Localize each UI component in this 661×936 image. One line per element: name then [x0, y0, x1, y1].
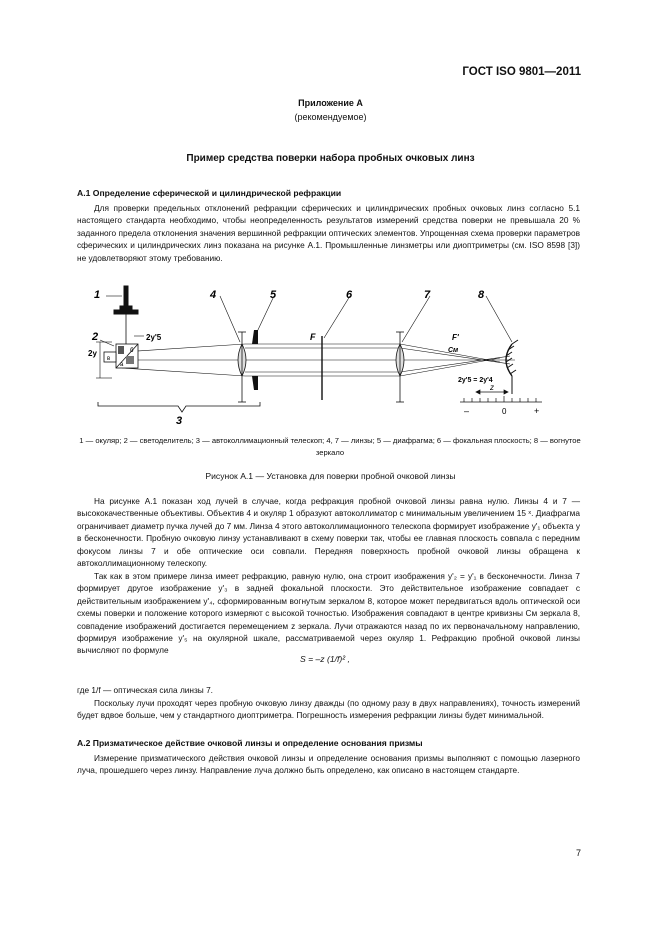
- section-a2-paragraph: Измерение призматического действия очковой линзы и определение основания призмы выполняют с помощью лазерного луча, прошедшего через линзу. Направление луча должно быть определено, как описано в настоящем стандарте.: [77, 753, 580, 776]
- mirror-position-scale: [460, 390, 542, 402]
- label-2y5: 2y'5: [146, 333, 162, 342]
- label-1: 1: [94, 289, 101, 301]
- label-b: б: [130, 348, 134, 354]
- label-a: a: [120, 362, 124, 368]
- label-F: F: [310, 332, 316, 342]
- annex-title: Приложение А: [298, 98, 363, 108]
- body-paragraph-5: Поскольку лучи проходят через пробную очковую линзу дважды (по одному разу в двух направлениях), точность измерений будет вдвое больше, чем у стандартного диоптриметра. Погрешность измерения рефракции линзы будет минимальной.: [77, 698, 580, 721]
- body-paragraph-4: где 1/f — оптическая сила линзы 7.: [77, 685, 213, 695]
- label-Fprime: F': [452, 333, 459, 342]
- lens-4: [238, 332, 246, 402]
- main-title: Пример средства поверки набора пробных очковых линз: [186, 153, 475, 164]
- section-a1-heading: А.1 Определение сферической и цилиндрической рефракции: [77, 188, 342, 198]
- label-8: 8: [478, 289, 485, 301]
- page-number: 7: [575, 848, 581, 858]
- label-6: 6: [346, 289, 353, 301]
- body-paragraph-2: На рисунке А.1 показан ход лучей в случае, когда рефракция пробной очковой линзы равна нулю. Линзы 4 и 7 — высококачественные объективы. Объектив 4 и окуляр 1 образуют автоколлиматор с минимальным увеличением 15 ˣ. Диафрагма ограничивает диаметр пучка лучей до 7 мм. Линза 4 этого автоколлимационного телескопа формирует изображение y'₁ объекта y в бесконечности. Пробную очковую линзу устанавливают в схему поверки так, чтобы ее главная плоскость совпала с передним фокусом линзы 7 и обе оптические оси совпали. Передняя поверхность пробной очковой линзы обращена к автоколлимационному телескопу.: [77, 496, 580, 569]
- section-a1-paragraph: Для проверки предельных отклонений рефракции сферических и цилиндрических пробных очковых линз согласно 5.1 настоящего стандарта необходимо, чтобы неопределенность результатов измерений средства поверки не превышала 20 % заданного предела отклонения значения вершинной рефракции оптических элементов. Упрощенная схема проверки параметров сферических и цилиндрических линз показана на рисунке А.1. Промышленные линзметры или диоптриметры (см. ISO 8598 [3]) не удовлетворяют этому требованию.: [77, 203, 580, 263]
- label-equation: 2y'5 = 2y'4: [458, 377, 493, 384]
- label-7: 7: [424, 289, 431, 301]
- lens-7: [396, 332, 404, 402]
- label-Cm: Cм: [448, 347, 459, 354]
- figure-a1-diagram: [60, 282, 580, 430]
- label-2y: 2y: [88, 349, 97, 358]
- telescope-brace-3: [98, 402, 260, 412]
- annex-status: (рекомендуемое): [294, 112, 367, 122]
- eyepiece-1: [114, 286, 138, 346]
- leader-lines: [100, 296, 512, 346]
- label-3: 3: [176, 415, 183, 427]
- label-zero: 0: [502, 407, 507, 416]
- label-5: 5: [270, 289, 277, 301]
- standard-header: ГОСТ ISO 9801—2011: [462, 66, 581, 78]
- body-paragraph-3: Так как в этом примере линза имеет рефракцию, равную нулю, она строит изображения y'₂ = y'₁ в бесконечности. Линза 7 формирует другое изображение y'₃ в задней фокальной плоскости. Это действительное изображение совпадает с действительным изображением y'₄, сформированным вогнутым зеркалом 8, которое может передвигаться вдоль оптической оси схемы поверки и положение которого измеряют с высокой точностью. Изображения совпадают в центре кривизны Cм зеркала 8, совпадение изображений достигается перемещением z зеркала. Лучи отражаются назад по их первоначальному направлению, формируя изображение y'₅ на окулярной шкале, рассматриваемой через окуляр 1. Рефракцию пробной очковой линзы вычисляют по формуле: [77, 571, 580, 656]
- concave-mirror-8: [506, 340, 518, 394]
- section-a2-heading: А.2 Призматическое действие очковой линзы и определение основания призмы: [77, 738, 423, 748]
- refraction-formula: S = –z (1/f)² ,: [300, 654, 350, 664]
- label-plus: +: [534, 406, 540, 416]
- figure-title: Рисунок А.1 — Установка для поверки пробной очковой линзы: [205, 471, 456, 481]
- figure-legend: 1 — окуляр; 2 — светоделитель; 3 — автоколлимационный телескоп; 4, 7 — линзы; 5 — диафрагма; 6 — фокальная плоскость; 8 — вогнутое зеркало: [79, 436, 581, 457]
- label-2: 2: [92, 331, 99, 343]
- label-z: z: [490, 383, 494, 392]
- label-4: 4: [210, 289, 217, 301]
- label-minus: –: [464, 406, 470, 416]
- label-v: в: [107, 356, 111, 362]
